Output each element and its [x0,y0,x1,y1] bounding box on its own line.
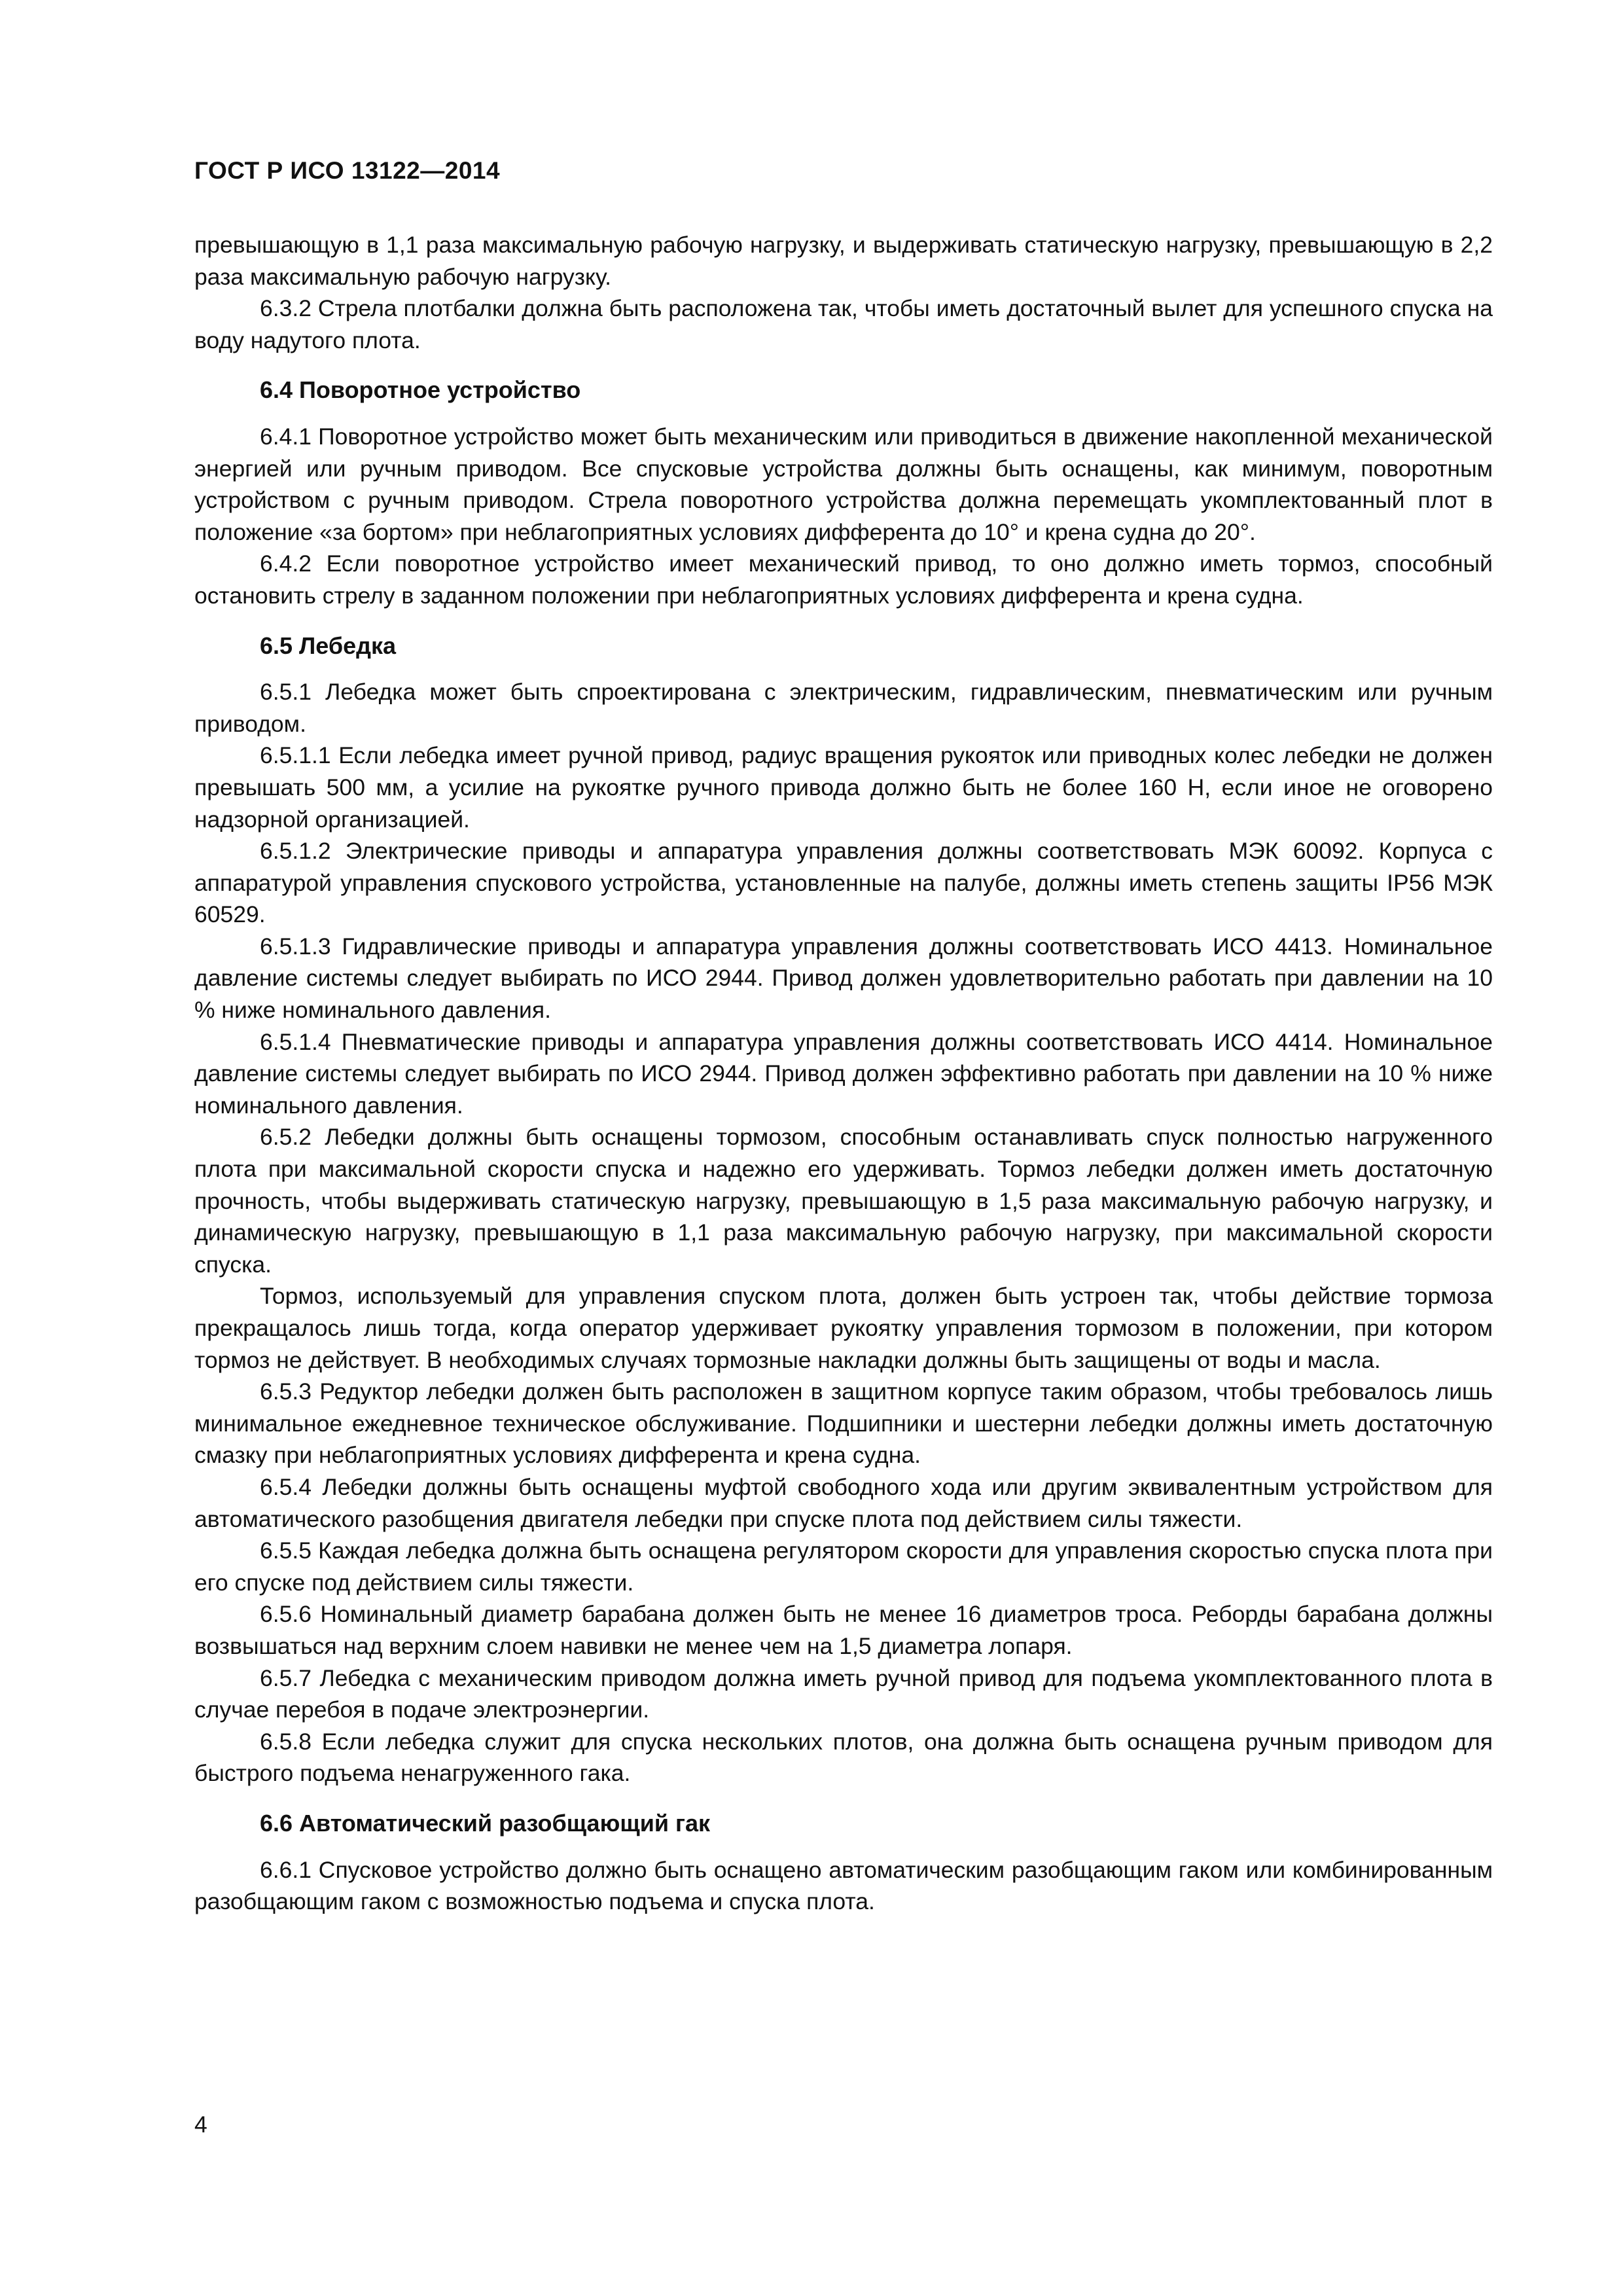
paragraph-6-5-8: 6.5.8 Если лебедка служит для спуска нескольких плотов, она должна быть оснащена ручным приводом для быстрого подъема ненагруженного гака. [194,1728,1493,1787]
section-heading-6-4: 6.4 Поворотное устройство [260,376,581,404]
paragraph-6-4-1: 6.4.1 Поворотное устройство может быть механическим или приводиться в движение накопленной механической энергией или ручным приводом. Все спусковые устройства должны быть оснащены, как минимум, поворотным устройством с ручным приводом. Стрела поворотного устройства должна перемещать укомплектованный плот в положение «за бортом» при неблагоприятных условиях дифферента до 10° и крена судна до 20°. [194,423,1493,545]
paragraph-6-5-3: 6.5.3 Редуктор лебедки должен быть расположен в защитном корпусе таким образом, чтобы требовалось лишь минимальное ежедневное техническое обслуживание. Подшипники и шестерни лебедки должны иметь достаточную смазку при неблагоприятных условиях дифферента и крена судна. [194,1378,1493,1469]
paragraph-continuation: превышающую в 1,1 раза максимальную рабочую нагрузку, и выдерживать статическую нагрузку, превышающую в 2,2 раза максимальную рабочую нагрузку. [194,232,1493,290]
paragraph-6-5-6: 6.5.6 Номинальный диаметр барабана должен быть не менее 16 диаметров троса. Реборды барабана должны возвышаться над верхним слоем навивки не менее чем на 1,5 диаметра лопаря. [194,1601,1493,1659]
page-number: 4 [194,2111,207,2138]
paragraph-6-5-2: 6.5.2 Лебедки должны быть оснащены тормозом, способным останавливать спуск полностью нагруженного плота при максимальной скорости спуска и надежно его удерживать. Тормоз лебедки должен иметь достаточную прочность, чтобы выдерживать статическую нагрузку, превышающую в 1,5 раза максимальную рабочую нагрузку, и динамическую нагрузку, превышающую в 1,1 раза максимальную рабочую нагрузку, при максимальной скорости спуска. [194,1124,1493,1278]
paragraph-6-5-5: 6.5.5 Каждая лебедка должна быть оснащена регулятором скорости для управления скоростью спуска плота при его спуске под действием силы тяжести. [194,1537,1493,1596]
standard-header: ГОСТ Р ИСО 13122—2014 [194,157,501,184]
paragraph-6-5-1-3: 6.5.1.3 Гидравлические приводы и аппаратура управления должны соответствовать ИСО 4413. Номинальное давление системы следует выбирать по ИСО 2944. Привод должен удовлетворительно работать при давлении на 10 % ниже номинального давления. [194,933,1493,1024]
paragraph-6-5-1-2: 6.5.1.2 Электрические приводы и аппаратура управления должны соответствовать МЭК 60092. Корпуса с аппаратурой управления спускового устройства, установленные на палубе, должны иметь степень защиты IP56 МЭК 60529. [194,838,1493,928]
paragraph-6-3-2: 6.3.2 Стрела плотбалки должна быть расположена так, чтобы иметь достаточный вылет для успешного спуска на воду надутого плота. [194,295,1493,353]
paragraph-6-6-1: 6.6.1 Спусковое устройство должно быть оснащено автоматическим разобщающим гаком или комбинированным разобщающим гаком с возможностью подъема и спуска плота. [194,1856,1493,1915]
paragraph-6-5-4: 6.5.4 Лебедки должны быть оснащены муфтой свободного хода или другим эквивалентным устройством для автоматического разобщения двигателя лебедки при спуске плота под действием силы тяжести. [194,1473,1493,1532]
paragraph-6-5-1-4: 6.5.1.4 Пневматические приводы и аппаратура управления должны соответствовать ИСО 4414. Номинальное давление системы следует выбирать по ИСО 2944. Привод должен эффективно работать при давлении на 10 % ниже номинального давления. [194,1028,1493,1119]
paragraph-6-5-7: 6.5.7 Лебедка с механическим приводом должна иметь ручной привод для подъема укомплектованного плота в случае перебоя в подаче электроэнергии. [194,1664,1493,1723]
body-text [194,229,1493,1918]
paragraph-6-5-1: 6.5.1 Лебедка может быть спроектирована с электрическим, гидравлическим, пневматическим или ручным приводом. [194,679,1493,737]
paragraph-6-5-1-1: 6.5.1.1 Если лебедка имеет ручной привод, радиус вращения рукояток или приводных колес лебедки не должен превышать 500 мм, а усилие на рукоятке ручного привода должно быть не более 160 Н, если иное не оговорено надзорной организацией. [194,742,1493,833]
paragraph-6-4-2: 6.4.2 Если поворотное устройство имеет механический привод, то оно должно иметь тормоз, способный остановить стрелу в заданном положении при неблагоприятных условиях дифферента и крена судна. [194,550,1493,609]
section-heading-6-6: 6.6 Автоматический разобщающий гак [260,1809,710,1837]
section-heading-6-5: 6.5 Лебедка [260,632,397,659]
paragraph-brake: Тормоз, используемый для управления спуском плота, должен быть устроен так, чтобы действие тормоза прекращалось лишь тогда, когда оператор удерживает рукоятку управления тормозом в положении, при котором тормоз не действует. В необходимых случаях тормозные накладки должны быть защищены от воды и масла. [194,1283,1493,1373]
